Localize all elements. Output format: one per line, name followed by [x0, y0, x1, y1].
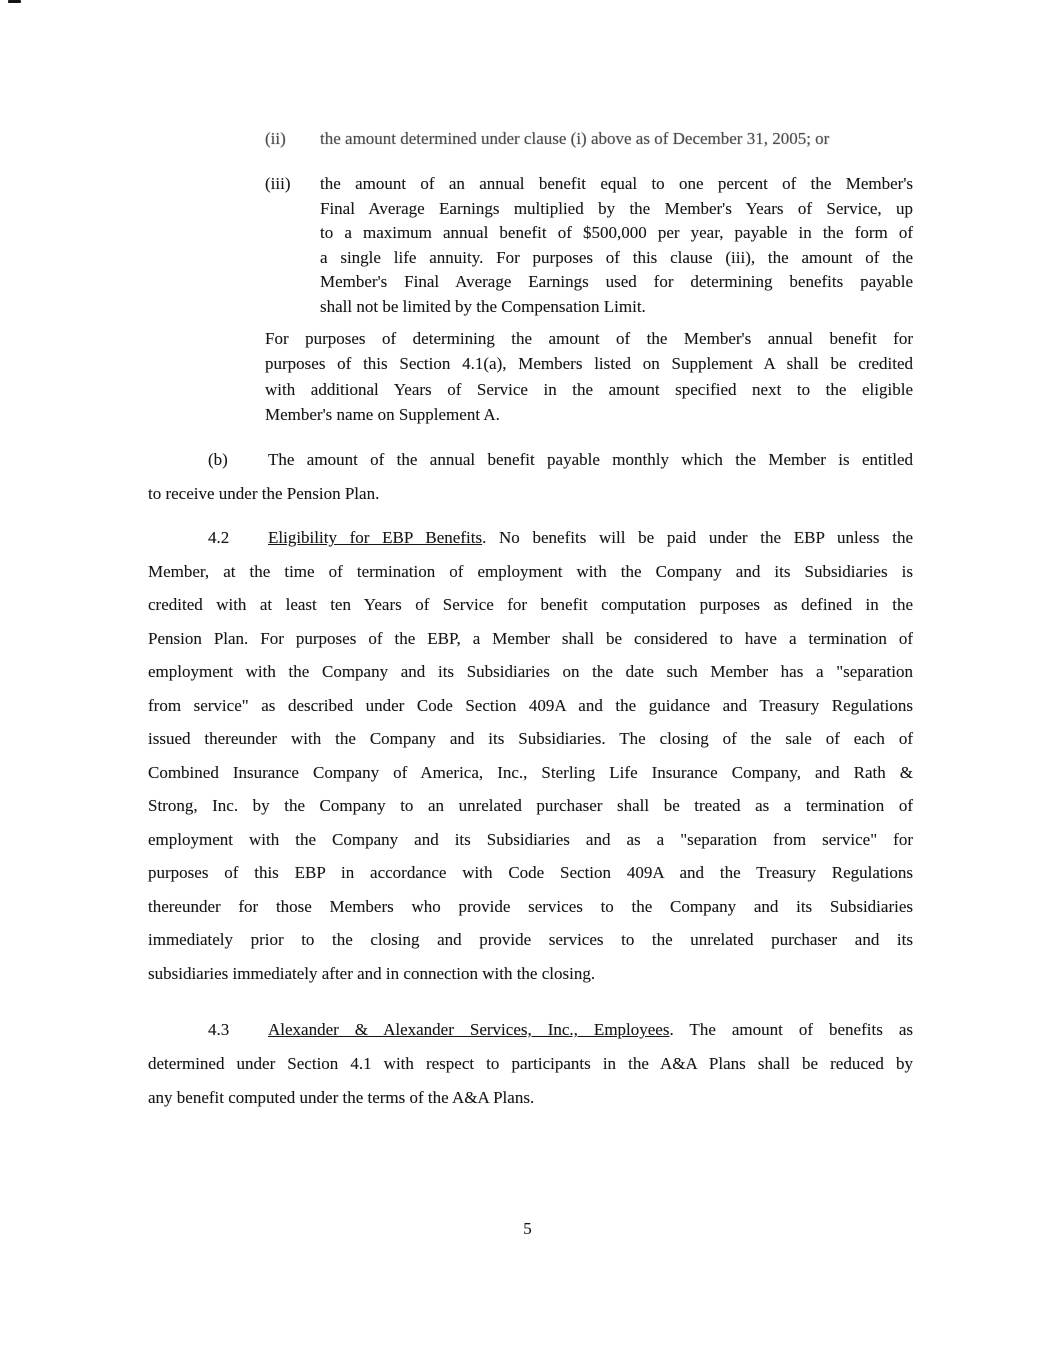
text-line: Pension Plan. For purposes of the EBP, a Member shall be considered to have a termination of	[148, 628, 913, 648]
text-line: to a maximum annual benefit of $500,000 per year, payable in the form of	[320, 223, 913, 242]
section-4-2-paragraph	[148, 521, 913, 990]
text-line: purposes of this EBP in accordance with Code Section 409A and the Treasury Regulations	[148, 863, 913, 883]
item-b-first-line-text: The amount of the annual benefit payable monthly which the Member is entitled	[268, 450, 913, 470]
text-line: For purposes of determining the amount of the Member's annual benefit for	[265, 329, 913, 348]
text-line: shall not be limited by the Compensation Limit.	[320, 296, 646, 316]
text-line: Combined Insurance Company of America, Inc., Sterling Life Insurance Company, and Rath &	[148, 762, 913, 782]
text-line: subsidiaries immediately after and in connection with the closing.	[148, 963, 596, 983]
page-number: 5	[523, 1219, 532, 1238]
section-4-3-paragraph	[148, 1013, 913, 1115]
text-line: employment with the Company and its Subsidiaries on the date such Member has a "separation	[148, 662, 913, 682]
text-line	[148, 1013, 913, 1047]
section-number: 4.2	[208, 528, 230, 548]
text-line: immediately prior to the closing and provide services to the unrelated purchaser and its	[148, 930, 913, 950]
section-number: 4.3	[208, 1020, 230, 1040]
text-line: the amount determined under clause (i) above as of December 31, 2005; or	[320, 129, 830, 148]
supplement-credit-paragraph	[265, 326, 913, 427]
text-line: to receive under the Pension Plan.	[148, 483, 380, 503]
text-line: purposes of this Section 4.1(a), Members listed on Supplement A shall be credited	[265, 354, 913, 374]
text-line: the amount of an annual benefit equal to one percent of the Member's	[320, 174, 913, 193]
item-b-paragraph	[148, 443, 913, 510]
section-heading-underlined: Alexander & Alexander Services, Inc., Employees	[268, 1020, 670, 1040]
text-line: determined under Section 4.1 with respect to participants in the A&A Plans shall be reduced by	[148, 1054, 913, 1074]
text-line: any benefit computed under the terms of the A&A Plans.	[148, 1088, 535, 1108]
clause-ii	[265, 126, 913, 151]
clause-label: (ii)	[265, 129, 286, 148]
text-line: employment with the Company and its Subsidiaries and as a "separation from service" for	[148, 829, 913, 849]
item-label: (b)	[208, 450, 228, 470]
text-line: from service" as described under Code Section 409A and the guidance and Treasury Regulations	[148, 695, 913, 715]
text-line: with additional Years of Service in the amount specified next to the eligible	[265, 379, 913, 399]
section-heading-rest: . The amount of benefits as	[669, 1020, 913, 1040]
clause-iii	[265, 172, 913, 319]
text-line: Strong, Inc. by the Company to an unrelated purchaser shall be treated as a termination of	[148, 796, 913, 816]
text-line: Member's name on Supplement A.	[265, 404, 500, 424]
section-heading-underlined: Eligibility for EBP Benefits	[268, 528, 483, 548]
text-line: credited with at least ten Years of Service for benefit computation purposes as defined in the	[148, 595, 913, 615]
scan-artifact	[8, 0, 21, 3]
text-line	[148, 443, 913, 477]
text-line: issued thereunder with the Company and its Subsidiaries. The closing of the sale of each of	[148, 729, 913, 749]
text-line: Final Average Earnings multiplied by the Member's Years of Service, up	[320, 198, 913, 218]
text-line: Member, at the time of termination of employment with the Company and its Subsidiaries is	[148, 561, 913, 581]
text-line: thereunder for those Members who provide services to the Company and its Subsidiaries	[148, 896, 913, 916]
text-line: Member's Final Average Earnings used for determining benefits payable	[320, 272, 913, 291]
text-line	[148, 521, 913, 555]
document-content	[148, 126, 913, 1115]
text-line: a single life annuity. For purposes of this clause (iii), the amount of the	[320, 247, 913, 267]
section-heading-rest: . No benefits will be paid under the EBP unless the	[482, 528, 913, 548]
clause-label: (iii)	[265, 174, 291, 193]
